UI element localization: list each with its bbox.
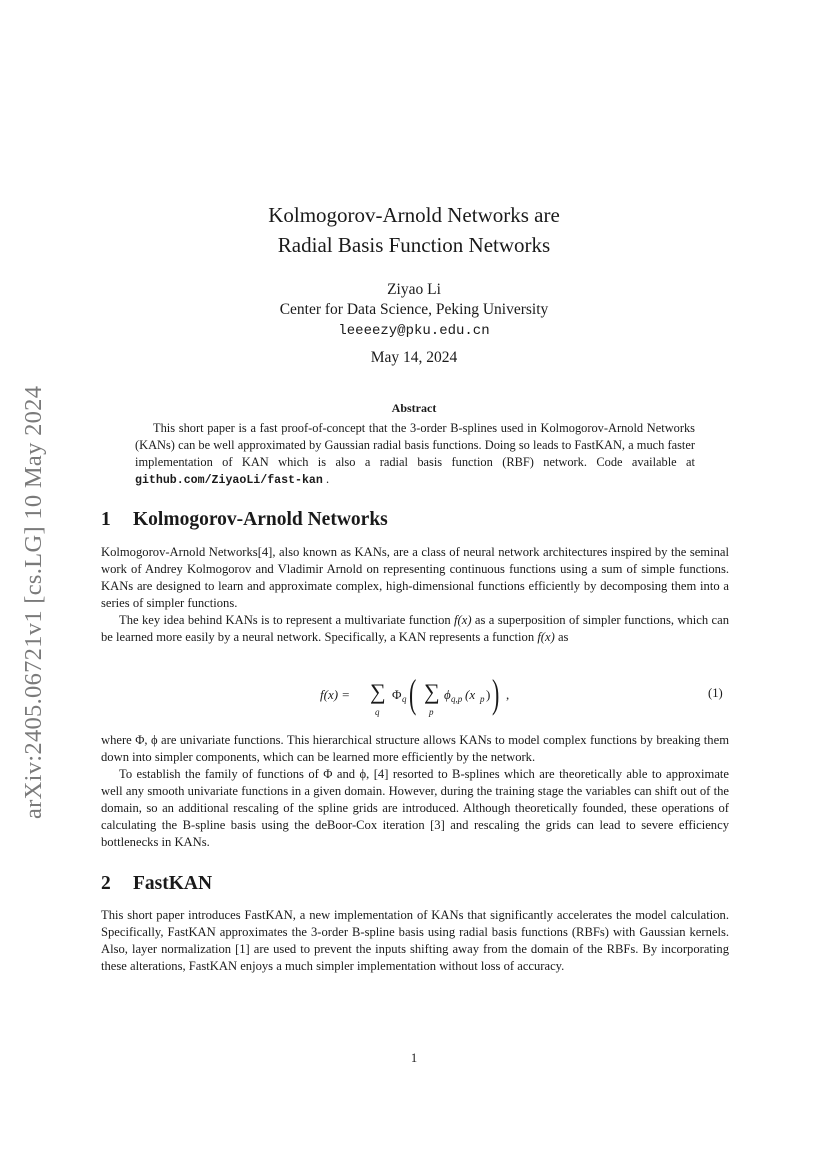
author-affiliation: Center for Data Science, Peking University (279, 301, 549, 318)
inner-phi: ϕ (444, 687, 451, 702)
equation-comma: , (506, 687, 510, 702)
outer-sum-symbol: ∑ (370, 679, 386, 704)
author-name: Ziyao Li (387, 281, 441, 298)
outer-sum-index: q (375, 707, 380, 717)
equation-number: (1) (708, 686, 723, 700)
arxiv-identifier-stamp: arXiv:2405.06721v1 [cs.LG] 10 May 2024 (20, 385, 47, 820)
inner-phi-subscript: q,p (451, 694, 463, 704)
paper-date: May 14, 2024 (370, 349, 458, 366)
equation-lhs: f(x) = (320, 687, 351, 702)
title-line-1: Kolmogorov-Arnold Networks are (268, 203, 560, 227)
section-1-paragraph-3: where Φ, ϕ are univariate functions. This hierarchical structure allows KANs to model complex functions by breaking them down into simpler components, which can be learned more efficiently by the network. (101, 733, 729, 765)
inner-arg: (x (465, 687, 476, 702)
inner-sum-symbol: ∑ (424, 679, 440, 704)
inner-sum-index: p (429, 707, 434, 717)
section-1-paragraph-1: Kolmogorov-Arnold Networks[4], also known as KANs, are a class of neural network architectures inspired by the seminal work of Andrey Kolmogorov and Vladimir Arnold on representing continuous functions using a sum of simple functions. KANs are designed to learn and approximate complex, high-dimensional functions efficiently by decomposing them into a series of simpler functions. (101, 545, 729, 611)
paper-title (0, 200, 828, 260)
code-link[interactable]: github.com/ZiyaoLi/fast-kan (135, 474, 323, 487)
abstract-heading: Abstract (391, 401, 437, 415)
author-email[interactable]: leeeezy@pku.edu.cn (338, 323, 490, 339)
right-paren: ) (492, 671, 500, 716)
section-2-heading: 2 FastKAN (101, 873, 213, 894)
section-1-paragraph-2: The key idea behind KANs is to represent a multivariate function f(x) as a superposition of simpler functions, which can be learned more easily by a neural network. Specifically, a KAN represents a function f(x) as (101, 613, 729, 645)
section-2-paragraph-1: This short paper introduces FastKAN, a new implementation of KANs that significantly accelerates the model calculation. Specifically, FastKAN approximates the 3-order B-spline basis using radial basis functions (RBFs) with Gaussian kernels. Also, layer normalization [1] are used to prevent the inputs shifting away from the domain of the RBFs. By incorporating these alterations, FastKAN enjoys a much simpler implementation without loss of accuracy. (101, 908, 729, 974)
left-paren: ( (409, 671, 417, 716)
abstract-text: This short paper is a fast proof-of-concept that the 3-order B-splines used in Kolmogorov-Arnold Networks (KANs) can be well approximated by Gaussian radial basis functions. Doing so leads to FastKAN, a much faster implementation of KAN which is also a radial basis function (RBF) network. Code available at github.com/ZiyaoLi/fast-kan . (135, 421, 695, 487)
section-1-paragraph-4: To establish the family of functions of Φ and ϕ, [4] resorted to B-splines which are theoretically able to approximate well any smooth univariate functions in a given domain. However, during the training stage the variables can shift out of the domain, so an additional rescaling of the spline grids are introduced. Although theoretically founded, these operations of calculating the B-spline basis using the deBoor-Cox iteration [3] and rescaling the grids can lead to severe efficiency bottlenecks in KANs. (101, 767, 729, 850)
outer-phi: Φ (392, 687, 402, 702)
author-block (0, 280, 828, 341)
outer-phi-subscript: q (402, 694, 407, 704)
section-1-heading: 1 Kolmogorov-Arnold Networks (101, 509, 388, 530)
page-number: 1 (410, 1051, 418, 1065)
inline-math-fx-2: f(x) (537, 630, 555, 645)
inner-arg-close: ) (486, 687, 491, 702)
inner-arg-subscript: p (480, 694, 485, 704)
equation-1 (320, 671, 520, 722)
inline-math-fx: f(x) (454, 613, 472, 627)
title-line-2: Radial Basis Function Networks (277, 233, 551, 257)
